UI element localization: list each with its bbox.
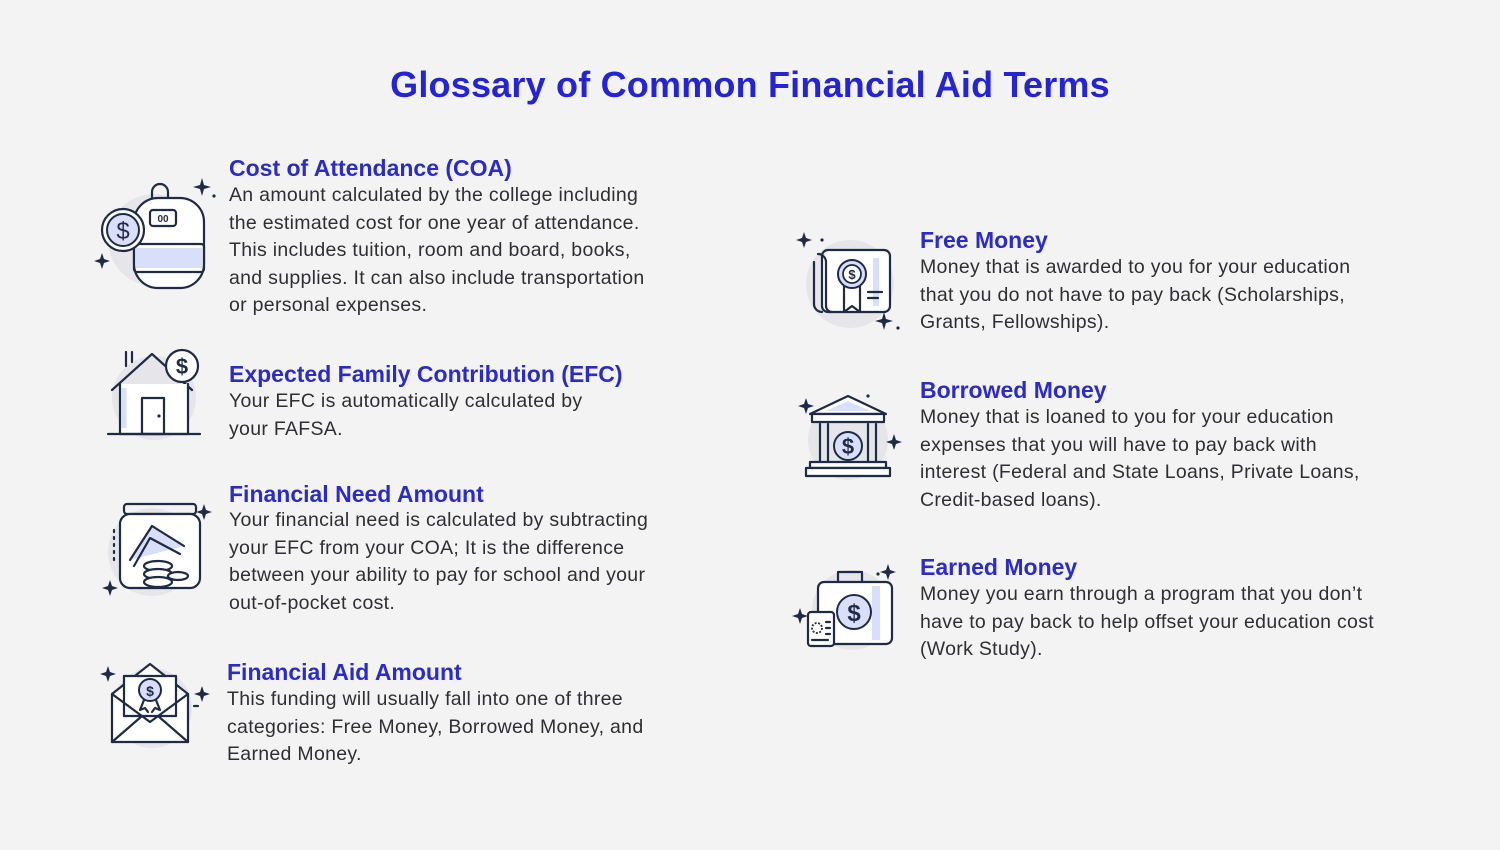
term-description: [227, 686, 643, 769]
term-title: Financial Aid Amount: [227, 659, 462, 685]
svg-text:$: $: [841, 434, 855, 459]
description-line: interest (Federal and State Loans, Private Loans,: [920, 461, 1360, 483]
bank-building-icon: [796, 392, 906, 482]
money-jar-icon: [96, 500, 216, 600]
description-line: Money that is awarded to you for your education: [920, 256, 1351, 278]
briefcase-dollar-icon: [792, 564, 907, 654]
description-line: that you do not have to pay back (Scholarships,: [920, 283, 1345, 306]
term-description: [229, 507, 648, 617]
description-line: An amount calculated by the college including: [229, 184, 639, 206]
svg-text:$: $: [847, 600, 861, 627]
description-line: the estimated cost for one year of attendance.: [229, 211, 640, 234]
backpack-coin-icon: [92, 178, 217, 293]
description-line: Your EFC is automatically calculated by: [229, 390, 583, 412]
svg-text:$: $: [848, 267, 856, 282]
description-line: Money you earn through a program that you don’t: [920, 583, 1363, 605]
description-line: expenses that you will have to pay back with: [920, 433, 1317, 456]
term-title: Borrowed Money: [920, 377, 1107, 403]
description-line: Credit-based loans).: [920, 488, 1102, 511]
term-title: Financial Need Amount: [229, 481, 484, 507]
description-line: This includes tuition, room and board, books,: [229, 239, 631, 261]
description-line: and supplies. It can also include transportation: [229, 266, 645, 289]
page-title: Glossary of Common Financial Aid Terms: [390, 64, 1110, 105]
svg-text:$: $: [146, 683, 154, 699]
description-line: Money that is loaned to you for your education: [920, 406, 1334, 428]
term-description: [920, 581, 1374, 664]
description-line: Earned Money.: [227, 743, 362, 765]
description-line: categories: Free Money, Borrowed Money, and: [227, 715, 644, 738]
description-line: out-of-pocket cost.: [229, 591, 396, 614]
certificate-dollar-icon: [792, 228, 907, 338]
svg-text:$: $: [175, 354, 189, 379]
house-dollar-icon: [104, 344, 204, 444]
svg-text:$: $: [116, 218, 130, 245]
term-description: [229, 182, 644, 320]
description-line: your EFC from your COA; It is the difference: [229, 536, 625, 559]
term-title: Earned Money: [920, 554, 1078, 580]
term-title: Expected Family Contribution (EFC): [229, 361, 623, 387]
description-line: Grants, Fellowships).: [920, 311, 1110, 333]
term-title: Free Money: [920, 227, 1048, 253]
description-line: your FAFSA.: [229, 417, 343, 440]
description-line: Your financial need is calculated by subtracting: [229, 509, 649, 531]
description-line: have to pay back to help offset your education cost: [920, 610, 1374, 633]
term-title: Cost of Attendance (COA): [229, 155, 512, 181]
description-line: This funding will usually fall into one of three: [227, 688, 623, 710]
term-description: [920, 254, 1350, 337]
description-line: (Work Study).: [920, 638, 1043, 660]
term-description: [920, 404, 1360, 514]
description-line: between your ability to pay for school and your: [229, 564, 646, 586]
svg-text:00: 00: [157, 214, 169, 225]
envelope-award-icon: [98, 658, 213, 753]
description-line: or personal expenses.: [229, 294, 428, 316]
term-description: [229, 388, 582, 443]
